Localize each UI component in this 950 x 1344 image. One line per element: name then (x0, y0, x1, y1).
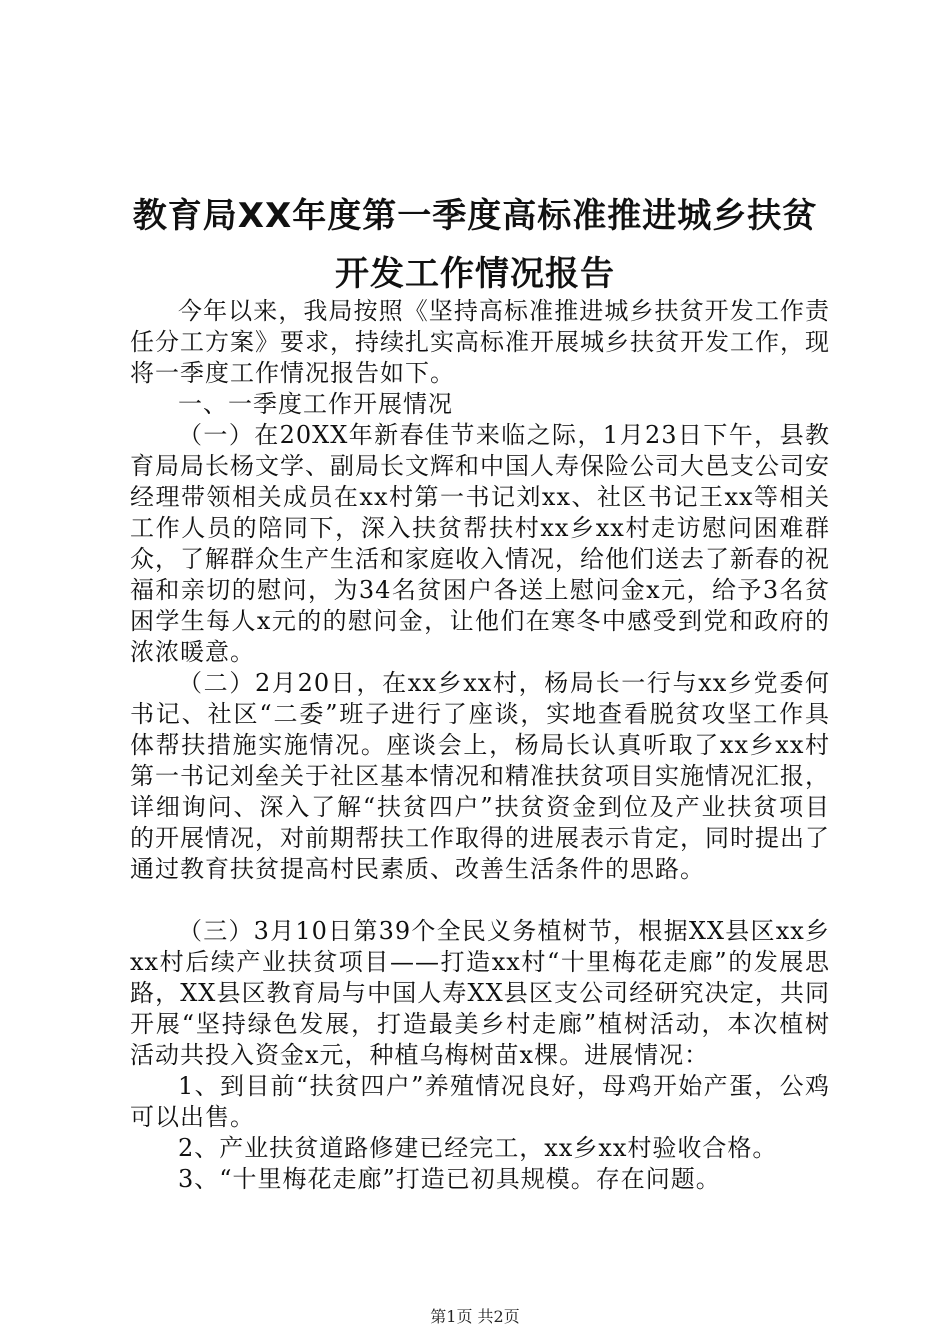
intro-paragraph: 今年以来，我局按照《坚持高标准推进城乡扶贫开发工作责任分工方案》要求，持续扎实高标准开展城乡扶贫开发工作，现将一季度工作情况报告如下。 (130, 297, 830, 387)
progress-item-1: 1、到目前“扶贫四户”养殖情况良好，母鸡开始产蛋，公鸡可以出售。 (130, 1072, 830, 1131)
document-title-line-1: 教育局XX年度第一季度高标准推进城乡扶贫 (132, 196, 818, 236)
blank-line (130, 885, 830, 916)
paragraph-item-2: （二）2月20日，在xx乡xx村，杨局长一行与xx乡党委何书记、社区“二委”班子进行了座谈，实地查看脱贫攻坚工作具体帮扶措施实施情况。座谈会上，杨局长认真听取了xx乡xx村第一书记刘垒关于社区基本情况和精准扶贫项目实施情况汇报，详细询问、深入了解“扶贫四户”扶贫资金到位及产业扶贫项目的开展情况，对前期帮扶工作取得的进展表示肯定，同时提出了通过教育扶贫提高村民素质、改善生活条件的思路。 (130, 669, 830, 883)
progress-item-2: 2、产业扶贫道路修建已经完工，xx乡xx村验收合格。 (178, 1134, 778, 1162)
paragraph-item-1: （一）在20XX年新春佳节来临之际，1月23日下午，县教育局局长杨文学、副局长文辉和中国人寿保险公司大邑支公司安经理带领相关成员在xx村第一书记刘xx、社区书记王xx等相关工作人员的陪同下，深入扶贫帮扶村xx乡xx村走访慰问困难群众，了解群众生产生活和家庭收入情况，给他们送去了新春的祝福和亲切的慰问，为34名贫困户各送上慰问金x元，给予3名贫困学生每人x元的的慰问金，让他们在寒冬中感受到党和政府的浓浓暖意。 (130, 421, 830, 666)
section-heading: 一、一季度工作开展情况 (178, 390, 453, 418)
page-number-footer: 第1页 共2页 (430, 1307, 520, 1326)
progress-item-3: 3、“十里梅花走廊”打造已初具规模。存在问题。 (178, 1165, 721, 1193)
document-title-line-2: 开发工作情况报告 (335, 254, 615, 294)
paragraph-item-3: （三）3月10日第39个全民义务植树节，根据XX县区xx乡xx村后续产业扶贫项目——打造xx村“十里梅花走廊”的发展思路，XX县区教育局与中国人寿XX县区支公司经研究决定，共同开展“坚持绿色发展，打造最美乡村走廊”植树活动，本次植树活动共投入资金x元，种植乌梅树苗x棵。进展情况： (130, 917, 830, 1069)
document-body (130, 296, 830, 1195)
